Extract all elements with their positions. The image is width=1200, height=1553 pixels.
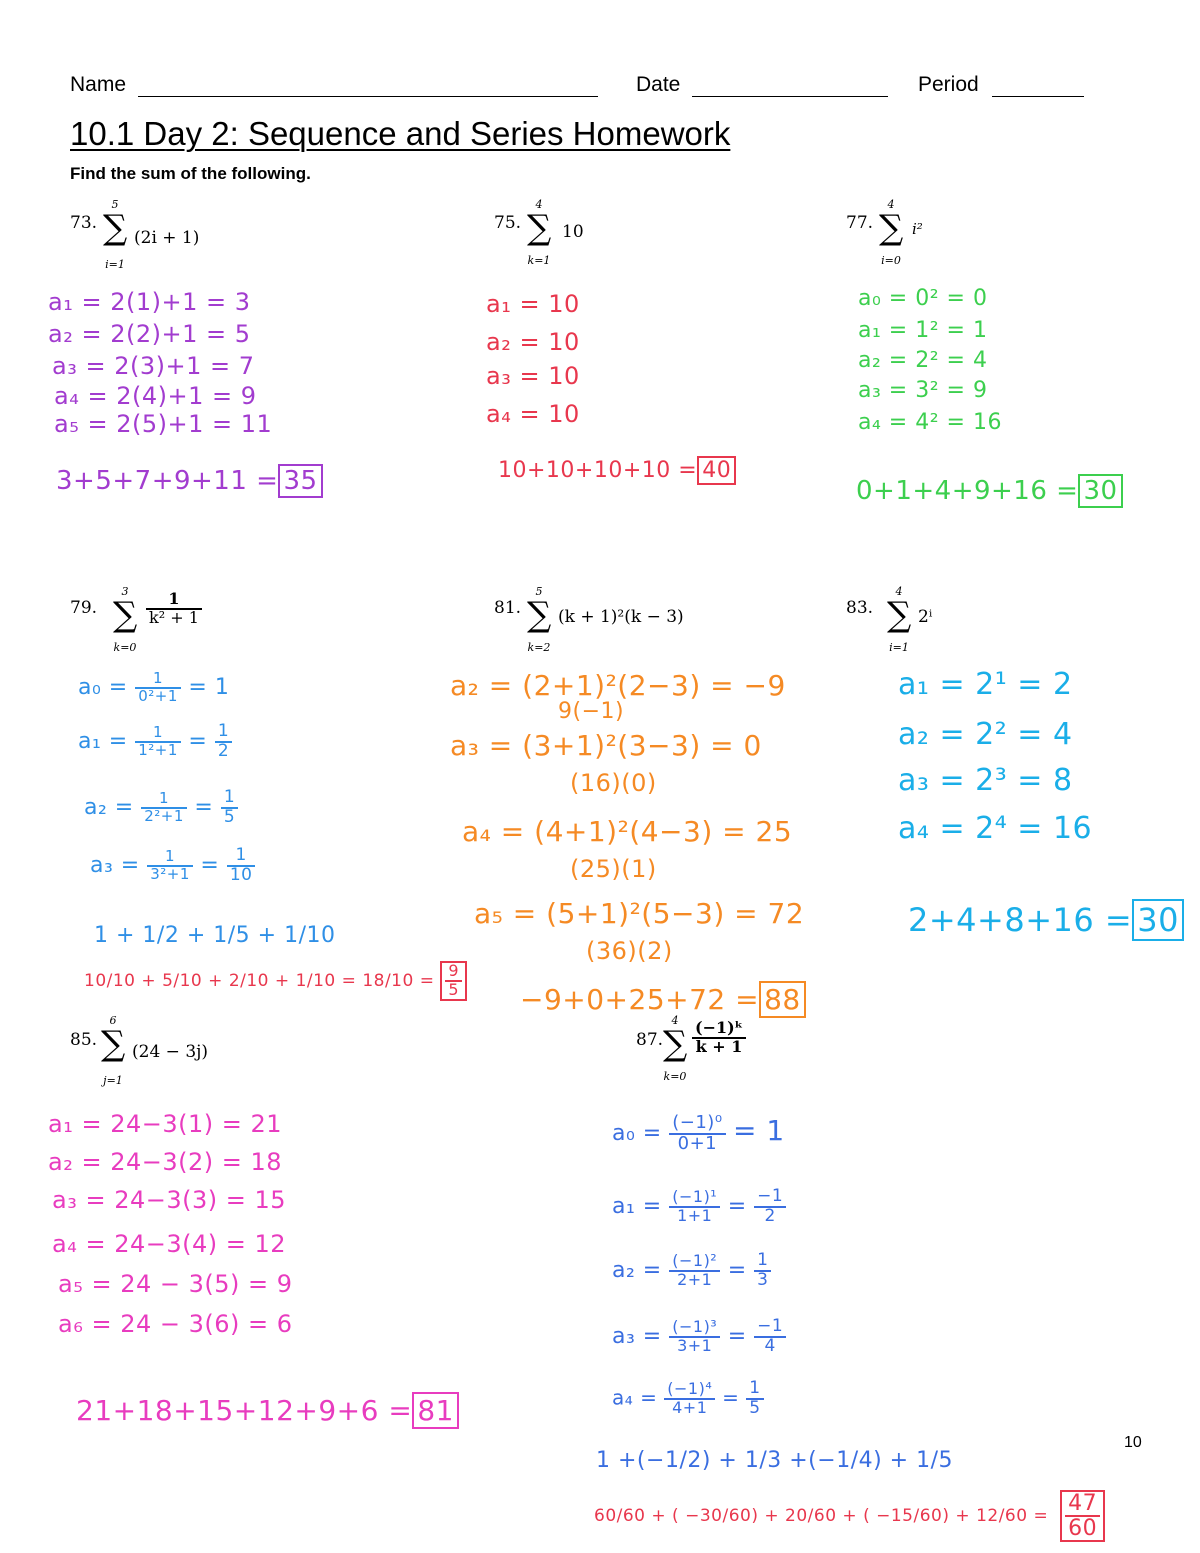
work-line: a₁ = 2¹ = 2 xyxy=(898,667,1073,702)
problem-79 xyxy=(70,583,460,1033)
work-row: a₀ = $\frac{1}{\text{0²+1}}$ = 1 xyxy=(78,669,230,705)
work-row: a₄ = $\frac{\text{(−1)⁴}}{4+1}$ = $\frac{1}{5}$ xyxy=(612,1380,764,1418)
sigma-expression xyxy=(98,1012,298,1092)
sum-expression: 0+1+4+9+16 = xyxy=(856,476,1079,506)
work-line: a₃ = (3+1)²(3−3) = 0 xyxy=(450,729,762,762)
period-label: Period xyxy=(918,73,979,96)
work-row: a₃ = $\frac{\text{(−1)³}}{3+1}$ = $\frac{-1}{4}$ xyxy=(612,1318,786,1356)
work-line: a₄ = 10 xyxy=(486,400,580,428)
name-field[interactable] xyxy=(138,96,598,97)
sum-line: 1 + 1/2 + 1/5 + 1/10 xyxy=(94,923,336,948)
date-label: Date xyxy=(636,73,681,96)
sigma-icon: ∑ xyxy=(113,595,138,635)
problem-75 xyxy=(486,196,834,506)
denominator: k + 1 xyxy=(695,1036,743,1056)
work-line: a₃ = 2³ = 8 xyxy=(898,763,1073,798)
sum-line xyxy=(856,476,1123,506)
work-sub: (16)(0) xyxy=(570,769,657,797)
sum-line xyxy=(498,458,736,483)
sum-expression: 21+18+15+12+9+6 = xyxy=(76,1394,413,1427)
work-row: a₁ = $\frac{\text{(−1)¹}}{1+1}$ = $\frac{-1}{2}$ xyxy=(612,1188,786,1226)
work-line: a₃ = 10 xyxy=(486,362,580,390)
summand: (k + 1)²(k − 3) xyxy=(558,607,684,627)
sum-expression: 3+5+7+9+11 = xyxy=(56,466,279,496)
problem-number: 85. xyxy=(70,1030,98,1050)
common-denominator-text: 10/10 + 5/10 + 2/10 + 1/10 = 18/10 = $\frac{9}{5}$ xyxy=(84,961,467,1001)
upper-limit: 4 xyxy=(887,198,895,211)
summand: i² xyxy=(912,220,923,238)
work-line: a₁ = 2(1)+1 = 3 xyxy=(48,288,251,316)
upper-limit: 4 xyxy=(535,198,543,211)
answer-box: 30 xyxy=(1078,474,1122,508)
problem-number: 73. xyxy=(70,213,98,233)
sigma-expression xyxy=(660,1012,840,1092)
lower-limit: k=1 xyxy=(527,254,551,267)
problem-83 xyxy=(846,583,1179,1003)
work-line: a₂ = 2(2)+1 = 5 xyxy=(48,320,251,348)
lower-limit: j=1 xyxy=(103,1074,123,1087)
problem-number: 77. xyxy=(846,213,874,233)
problem-77 xyxy=(846,196,1166,516)
answer-box: 40 xyxy=(697,456,736,485)
page-number: 10 xyxy=(1124,1434,1142,1451)
summand: 10 xyxy=(562,222,584,242)
lower-limit: k=2 xyxy=(527,641,551,654)
sigma-icon: ∑ xyxy=(103,208,128,248)
work-line: a₃ = 24−3(3) = 15 xyxy=(52,1186,287,1214)
answer-box: $\frac{9}{5}$ xyxy=(440,961,467,1001)
work-row: a₂ = $\frac{\text{(−1)²}}{2+1}$ = $\frac{1}{3}$ xyxy=(612,1252,771,1290)
lower-limit: k=0 xyxy=(113,641,137,654)
upper-limit: 4 xyxy=(895,585,903,598)
work-line: a₂ = 24−3(2) = 18 xyxy=(48,1148,283,1176)
sigma-expression xyxy=(100,196,300,276)
work-sub: 9(−1) xyxy=(558,699,625,724)
work-sub: (36)(2) xyxy=(586,937,673,965)
summand-fraction xyxy=(692,1020,746,1056)
work-line: a₄ = (4+1)²(4−3) = 25 xyxy=(462,815,793,848)
work-sub: (25)(1) xyxy=(570,855,657,883)
sum-expression: 10+10+10+10 = xyxy=(498,458,698,483)
answer-box: 30 xyxy=(1132,899,1184,941)
numerator: (−1)ᵏ xyxy=(692,1020,746,1039)
work-line: a₂ = 2² = 4 xyxy=(898,717,1073,752)
problem-number: 81. xyxy=(494,598,522,618)
denominator: k² + 1 xyxy=(149,607,199,627)
answer-box: 35 xyxy=(278,464,322,498)
problem-number: 83. xyxy=(846,598,874,618)
work-line: a₄ = 2(4)+1 = 9 xyxy=(54,382,257,410)
work-line: a₄ = 2⁴ = 16 xyxy=(898,811,1093,846)
work-row: a₁ = $\frac{1}{\text{1²+1}}$ = $\frac{1}{2}$ xyxy=(78,723,232,761)
lower-limit: k=0 xyxy=(663,1070,687,1083)
sigma-icon: ∑ xyxy=(527,595,552,635)
summand: (24 − 3j) xyxy=(132,1042,209,1062)
page-title: 10.1 Day 2: Sequence and Series Homework xyxy=(70,115,731,152)
work-line: a₄ = 24−3(4) = 12 xyxy=(52,1230,287,1258)
common-denominator-text: 60/60 + ( −30/60) + 20/60 + ( −15/60) + 12/60 = $\frac{47}{60}$ xyxy=(594,1490,1105,1542)
sigma-expression xyxy=(876,196,996,276)
sigma-expression xyxy=(110,583,290,663)
work-row: a₀ = $\frac{\text{(−1)⁰}}{0+1}$ = 1 xyxy=(612,1112,785,1154)
answer-box: 81 xyxy=(412,1392,459,1429)
sigma-icon: ∑ xyxy=(879,208,904,248)
lower-limit: i=1 xyxy=(889,641,909,654)
work-line: a₀ = 0² = 0 xyxy=(858,286,988,311)
upper-limit: 4 xyxy=(671,1014,679,1027)
work-line: a₅ = 2(5)+1 = 11 xyxy=(54,410,273,438)
lower-limit: i=1 xyxy=(105,258,125,271)
problem-number: 75. xyxy=(494,213,522,233)
sigma-expression xyxy=(524,196,684,276)
problem-number: 79. xyxy=(70,598,98,618)
problem-number: 87. xyxy=(636,1030,664,1050)
work-line: a₃ = 3² = 9 xyxy=(858,378,988,403)
summand: (2i + 1) xyxy=(134,228,200,248)
sum-expression: 2+4+8+16 = xyxy=(908,901,1133,939)
sum-line: 1 +(−1/2) + 1/3 +(−1/4) + 1/5 xyxy=(596,1448,954,1473)
work-row: a₃ = $\frac{1}{\text{3²+1}}$ = $\frac{1}{10}$ xyxy=(90,847,255,885)
date-field[interactable] xyxy=(692,96,888,97)
problem-73 xyxy=(48,196,430,506)
sigma-expression xyxy=(884,583,1004,663)
upper-limit: 3 xyxy=(121,585,129,598)
sigma-icon: ∑ xyxy=(527,208,552,248)
answer-box: 88 xyxy=(759,981,806,1018)
sum-line xyxy=(56,466,323,496)
period-field[interactable] xyxy=(992,96,1084,97)
summand: 2ⁱ xyxy=(918,607,933,627)
work-line: a₁ = 10 xyxy=(486,290,580,318)
work-line: a₁ = 1² = 1 xyxy=(858,318,988,343)
upper-limit: 6 xyxy=(109,1014,117,1027)
upper-limit: 5 xyxy=(111,198,119,211)
work-line: a₂ = (2+1)²(2−3) = −9 xyxy=(450,669,786,702)
work-line: a₆ = 24 − 3(6) = 6 xyxy=(58,1310,293,1338)
work-line: a₅ = 24 − 3(5) = 9 xyxy=(58,1270,293,1298)
instructions: Find the sum of the following. xyxy=(70,164,311,183)
summand-fraction xyxy=(146,591,202,627)
sum-expression: −9+0+25+72 = xyxy=(520,983,760,1016)
work-line: a₂ = 2² = 4 xyxy=(858,348,988,373)
numerator: 1 xyxy=(146,591,202,610)
upper-limit: 5 xyxy=(535,585,543,598)
work-row: a₂ = $\frac{1}{\text{2²+1}}$ = $\frac{1}{5}$ xyxy=(84,789,238,827)
answer-box: $\frac{47}{60}$ xyxy=(1060,1490,1105,1542)
name-label: Name xyxy=(70,73,127,96)
sigma-icon: ∑ xyxy=(887,595,912,635)
sigma-expression xyxy=(524,583,744,663)
problem-85 xyxy=(48,1012,454,1442)
sigma-icon: ∑ xyxy=(663,1024,688,1064)
sigma-icon: ∑ xyxy=(101,1024,126,1064)
sum-line xyxy=(908,901,1184,939)
work-line: a₅ = (5+1)²(5−3) = 72 xyxy=(474,897,805,930)
work-line: a₃ = 2(3)+1 = 7 xyxy=(52,352,255,380)
problem-87 xyxy=(580,1012,1098,1547)
work-line: a₂ = 10 xyxy=(486,328,580,356)
lower-limit: i=0 xyxy=(881,254,901,267)
work-line: a₄ = 4² = 16 xyxy=(858,410,1002,435)
sum-line xyxy=(76,1394,459,1427)
work-line: a₁ = 24−3(1) = 21 xyxy=(48,1110,283,1138)
